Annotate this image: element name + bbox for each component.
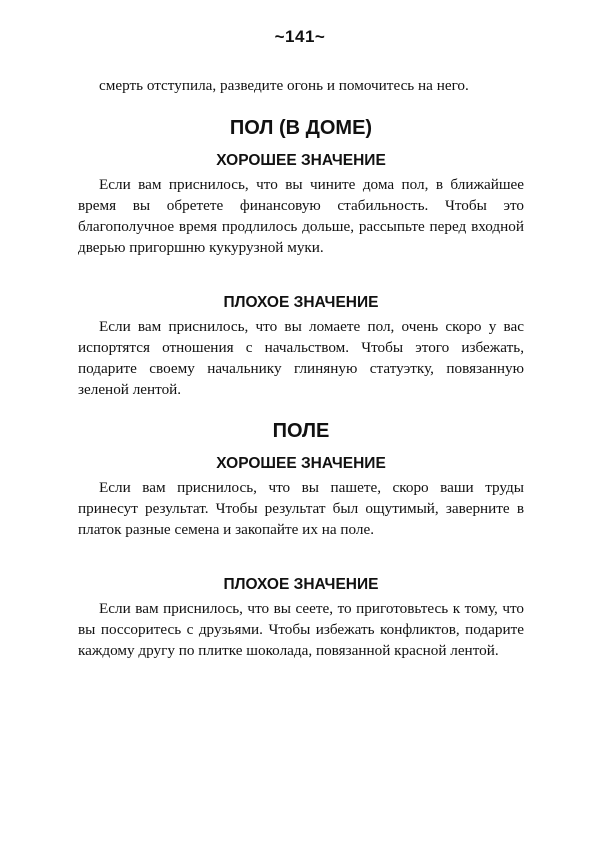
section-title-pol: ПОЛ (В ДОМЕ) (229, 117, 373, 139)
section-pole-bad-heading: ПЛОХОЕ ЗНАЧЕНИЕ (223, 576, 379, 593)
section-pol-good-heading: ХОРОШЕЕ ЗНАЧЕНИЕ (216, 152, 386, 169)
section-pole-good-heading: ХОРОШЕЕ ЗНАЧЕНИЕ (216, 455, 386, 472)
section-pol-bad-heading: ПЛОХОЕ ЗНАЧЕНИЕ (223, 294, 379, 311)
section-title-pole: ПОЛЕ (272, 420, 330, 442)
intro-continuation: смерть отступила, разведите огонь и помочитесь на него. (99, 77, 469, 94)
section-pole-good-text: Если вам приснилось, что вы пашете, скоро ваши труды принесут результат. Чтобы результат был ощутимый, заверните в платок разные семена и закопайте их на поле. (78, 479, 524, 538)
section-pol-good-text: Если вам приснилось, что вы чините дома пол, в ближайшее время вы обретете финансовую стабильность. Чтобы это благополучное время продлилось дольше, рассыпьте перед входной дверью пригоршню кукурузной муки. (78, 176, 524, 256)
page-number: ~141~ (274, 27, 326, 46)
section-pol-bad-text: Если вам приснилось, что вы ломаете пол, очень скоро у вас испортятся отношения с начальством. Чтобы этого избежать, подарите своему начальнику глиняную статуэтку, повязанную зеленой лентой. (78, 318, 524, 398)
section-pole-bad-text: Если вам приснилось, что вы сеете, то приготовьтесь к тому, что вы поссоритесь с друзьями. Чтобы избежать конфликтов, подарите каждому другу по плитке шоколада, повязанной красной лентой. (78, 600, 524, 659)
page-content (78, 75, 524, 661)
